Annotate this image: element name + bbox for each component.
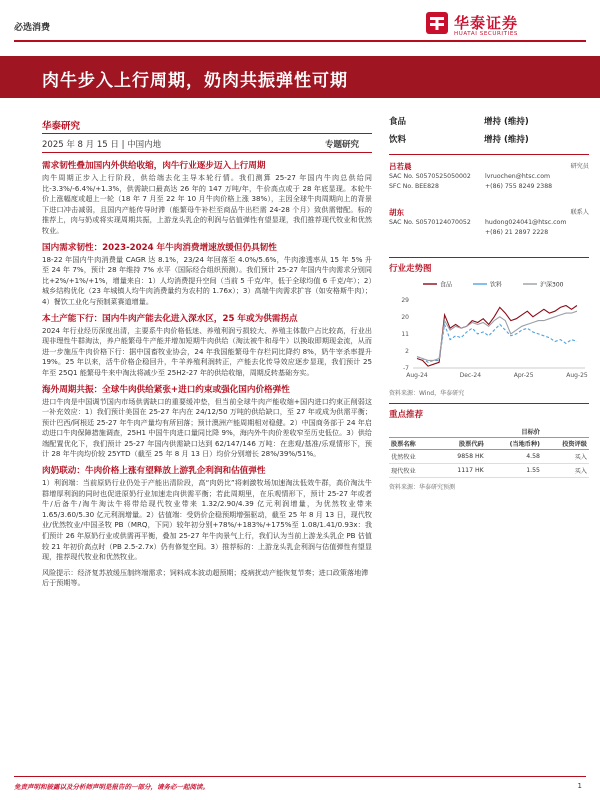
- section-paragraph: 18-22 年国内牛肉消费量 CAGR 达 8.1%，23/24 年回落至 4.0%/5.6%，牛肉渗透率从 15 年 5% 升至 24 年 7%，预计 28 年维持 7% 水平（国际经合组织预测）。我们预计 25-27 年国内牛肉需求分别同比+2%/+1%/+1%，增量来自：1）人均消费提升空间（当前 5 千克/年，低于全球均值 6 千克/年）；2）城乡结构优化（23 年城镇人均牛肉消费量约为农村的 1.76x）；3）高端牛肉需求扩容（如安格斯牛肉）；4）餐饮工业化与预制菜赛道增量。: [42, 254, 372, 306]
- y-tick-label: -7: [403, 365, 409, 372]
- rating-value: 增持 (维持): [484, 117, 529, 127]
- report-title: 肉牛步入上行周期，奶肉共振弹性可期: [42, 71, 348, 91]
- analyst-phone: +(86) 755 8249 2388: [485, 183, 553, 190]
- investment-rating: 买入: [542, 450, 589, 464]
- analyst-card: [389, 205, 589, 251]
- sidebar: [389, 112, 589, 491]
- stock-code: 1117 HK: [436, 464, 486, 478]
- analyst-email[interactable]: lvruochen@htsc.com: [485, 173, 551, 180]
- section-paragraph: 2024 年行业经历深度出清，主要系牛肉价格低迷、养殖利润亏损较大、养殖主体散户占比较高，行业出现非理性牛群淘汰，养户能繁母牛产能并增加短期牛肉供给（淘汰被牛和母牛）以换取即期现金流，从而进一步施压牛肉价格下行：据中国畜牧业协会，24 年我国能繁母牛存栏同比降约 8%，奶牛宰杀率提升 19%。25 年以来，活牛价格企稳回升，牛羊养殖利润转正，产能去化传导效应逐步显现，我们预计 25 年至 25Q1 能繁母牛来中淘汰将减少至 25H2-27 年的供给收缩，周期反转基础夯实。: [42, 325, 372, 377]
- logo-text-en: HUATAI SECURITIES: [454, 31, 518, 37]
- section-heading: 本土产能下行：国内牛肉产能去化进入深水区，25 年或为供需拐点: [42, 313, 298, 324]
- meta-rule-top: [42, 133, 372, 134]
- rating-row: [389, 112, 589, 130]
- chart-source: 资料来源：Wind，华泰研究: [389, 390, 465, 397]
- sidebar-rule: [389, 257, 589, 258]
- section-2: [42, 242, 372, 308]
- section-3: [42, 313, 372, 379]
- chart-heading: 行业走势图: [389, 264, 432, 274]
- investment-rating: 买入: [542, 464, 589, 478]
- risk-warning: 风险提示：经济复苏放缓压制终端需求；饲料成本波动超预期；疫病扰动产能恢复节奏；进口政策落地滞后于预期等。: [42, 567, 369, 588]
- analyst-role: 研究员: [570, 163, 589, 170]
- page-number: 1: [577, 782, 582, 790]
- col-header: (当地币种): [486, 438, 542, 450]
- col-header: 股票名称: [389, 438, 436, 450]
- y-tick-label: 29: [401, 296, 409, 304]
- picks-header-row: [389, 438, 589, 450]
- trend-chart-svg: [389, 276, 589, 384]
- logo-mark-icon: [426, 12, 448, 34]
- analyst-email[interactable]: hudong024041@htsc.com: [485, 219, 567, 226]
- header-rule: [14, 40, 586, 42]
- report-date-line: 2025 年 8 月 15 日 | 中国内地: [42, 140, 162, 150]
- section-heading: 肉奶联动：牛肉价格上涨有望释放上游乳企利润和估值弹性: [42, 466, 266, 477]
- analyst-name: 胡东: [389, 208, 404, 217]
- report-region: 中国内地: [127, 140, 162, 150]
- x-tick-label: Apr-25: [513, 372, 534, 379]
- research-org: 华泰研究: [42, 121, 81, 132]
- col-header: 股票代码: [436, 438, 486, 450]
- series-line-3: [417, 311, 577, 360]
- x-tick-label: Dec-24: [459, 372, 482, 379]
- section-4: [42, 384, 372, 461]
- section-paragraph: 进口牛肉是中国调节国内市场供需缺口的重要缓冲垫，但当前全球牛肉产能收缩+国内进口约束正削弱这一补充效应：1）我们预计美国在 25-27 年内在 24/12/50 万吨的供给缺口，至 27 年或成为供需平衡；预计巴西/阿根廷 25-27 年牛肉产量均有所回落；预计澳洲产能周期相对稳健。2）中国商务部于 24 年启动进口牛肉保障措施调查，25H1 中国牛肉进口量同比降 9%，海内外牛肉价差收窄至历史低位。3）供给端配置优化下，我们预计 25-27 年国内供需缺口达到 62/147/146 万吨：在悲观/基准/乐观情形下，预计 28 年牛肉均价较 25YTD（截至 25 年 8 月 13 日）均价分别增长 28%/39%/51%。: [42, 396, 372, 459]
- stock-code: 9858 HK: [436, 450, 486, 464]
- picks-source: 资料来源：华泰研究预测: [389, 484, 456, 491]
- rating-row: [389, 130, 589, 148]
- report-date: 2025 年 8 月 15 日: [42, 140, 119, 150]
- col-header: 投资评级: [542, 438, 589, 450]
- table-row: [389, 450, 589, 464]
- report-header: [14, 6, 586, 48]
- legend-label: 饮料: [490, 281, 503, 289]
- analyst-sac: SAC No. S0570124070052: [389, 219, 471, 226]
- analyst-card: [389, 159, 589, 205]
- series-line-1: [417, 306, 577, 367]
- industry-trend-chart: [389, 276, 589, 384]
- target-price: 1.55: [486, 464, 542, 478]
- company-logo: [426, 12, 576, 40]
- sidebar-rule: [389, 154, 589, 155]
- section-paragraph: 肉牛周期正步入上行阶段，供给端去化主导本轮行情。我们测算 25-27 年国内牛肉总供给同比-3.3%/-6.4%/+1.3%，供需缺口最高达 26 年的 147 万吨/年，牛价高点或于 28 年底显现。本轮牛价上涨幅度或超上一轮（18 年 7 月至 22 年 10 月牛肉价格上涨 38%），主因全球牛肉周期向上的背景下进口冲击减弱，且国内产能传导时滞（能繁母牛补栏至商品牛出栏需 24-28 个月）致供需错配。标的推荐上，肉与奶或将实现周期共振，上游龙头乳企的利润与估值弹性有望显现，我们推荐现代牧业和优然牧业。: [42, 173, 372, 235]
- analyst-role: 联系人: [570, 209, 589, 216]
- analyst-sac: SAC No. S0570525050002: [389, 173, 471, 180]
- footer-rule: [14, 776, 586, 777]
- rating-industry: 饮料: [389, 135, 407, 145]
- x-tick-label: Aug-24: [406, 372, 428, 379]
- section-heading: 需求韧性叠加国内外供给收缩，肉牛行业逐步迈入上行周期: [42, 161, 266, 171]
- logo-text-cn: 华泰证券: [454, 14, 519, 32]
- rating-industry: 食品: [389, 117, 407, 127]
- picks-heading: 重点推荐: [389, 410, 424, 420]
- target-price: 4.58: [486, 450, 542, 464]
- footer-disclaimer: 免责声明和披露以及分析师声明是报告的一部分，请务必一起阅读。: [14, 783, 209, 791]
- sector-tag: 必选消费: [14, 23, 51, 33]
- section-1: [42, 160, 372, 237]
- table-row: [389, 464, 589, 478]
- stock-name: 优然牧业: [389, 450, 436, 464]
- section-heading: 海外周期共振：全球牛肉供给紧张+进口约束或强化国内价格弹性: [42, 384, 290, 395]
- analyst-name: 吕若晨: [389, 162, 412, 171]
- report-type: 专题研究: [325, 140, 360, 150]
- analyst-sfc: SFC No. BEE828: [389, 183, 439, 190]
- section-heading: 国内需求韧性：2023-2024 年牛肉消费增速放缓但仍具韧性: [42, 242, 277, 253]
- report-body: [42, 160, 372, 589]
- sidebar-rule: [389, 403, 589, 404]
- target-price-header: 目标价: [486, 426, 542, 438]
- picks-unit-row: [389, 426, 589, 438]
- meta-rule-bottom: [42, 152, 372, 153]
- x-tick-label: Aug-25: [566, 372, 588, 379]
- legend-label: 食品: [440, 281, 453, 289]
- picks-table: [389, 426, 589, 478]
- rating-value: 增持 (维持): [484, 135, 529, 145]
- section-5: [42, 465, 372, 563]
- y-tick-label: 20: [401, 313, 409, 321]
- title-banner: [0, 56, 600, 98]
- y-tick-label: 11: [401, 330, 409, 338]
- y-tick-label: 2: [405, 347, 409, 355]
- legend-label: 沪深300: [540, 281, 564, 289]
- section-paragraph: 1）利润端：当前原奶行业仍处于产能出清阶段，高“肉奶比”将刺激牧场加速淘汰低效牛群，高价淘汰牛群增厚利润的同时也促进原奶行业加速走向供需平衡；若此周期里，在乐观情形下，预计 25-27 年或者牛/后备牛/淘牛淘汰牛将带给现代牧业带来 1.32/2.90/4.39 亿元利润增量，为优然牧业带来 1.65/3.60/5.30 亿元利润增量。2）估值端：受奶价企稳预期增强驱动，截至 25 年 8 月 13 日，现代牧业/优然牧业/中国圣牧 PB（MRQ，下同）较年初分别+78%/+183%/+175%至 1.08/1.41/0.93x：我们预计 26 年原奶行业或供需再平衡，叠加 25-27 年牛肉景气上行，我们认为当前上游龙头乳企 PB 估值较 21 年初价高点时（PB 2.5-2.7x）仍有修复空间。3）推荐标的：上游龙头乳企利润与估值弹性有望显现，推荐现代牧业和优然牧业。: [42, 478, 372, 562]
- analyst-phone: +(86) 21 2897 2228: [485, 229, 549, 236]
- stock-name: 现代牧业: [389, 464, 436, 478]
